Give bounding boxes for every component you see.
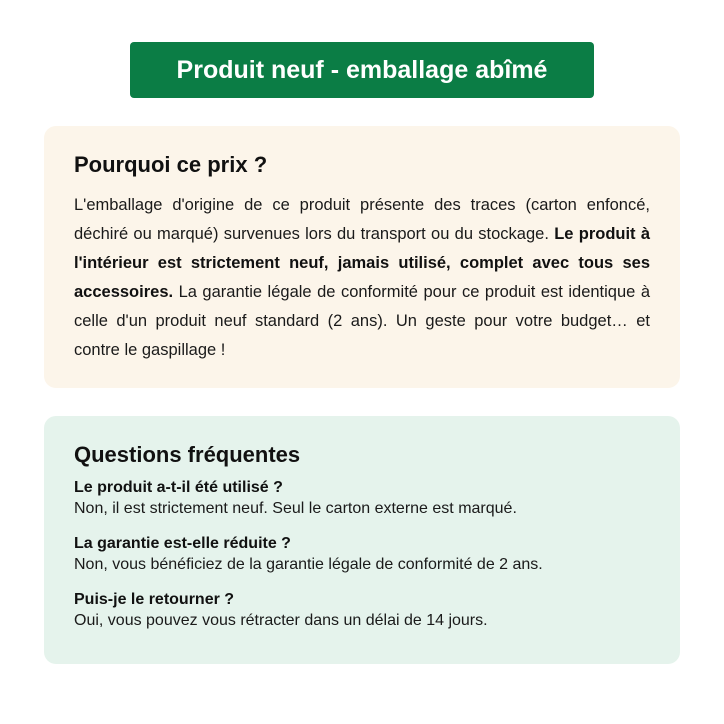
faq-question: Puis-je le retourner ? bbox=[74, 591, 235, 608]
faq-item bbox=[74, 533, 650, 576]
faq-answer: Oui, vous pouvez vous rétracter dans un délai de 14 jours. bbox=[74, 612, 488, 629]
faq-answer: Non, vous bénéficiez de la garantie légale de conformité de 2 ans. bbox=[74, 556, 543, 573]
condition-banner: Produit neuf - emballage abîmé bbox=[130, 42, 594, 98]
faq-item bbox=[74, 589, 650, 632]
explanation-intro: L'emballage d'origine de ce produit présente des traces (carton enfoncé, déchiré ou marqué) survenues lors du transport ou du stockage. bbox=[74, 196, 650, 243]
explanation-warranty: La garantie légale de conformité pour ce produit est identique à celle d'un produit neuf standard (2 ans). Un geste pour votre budget… et contre le gaspillage ! bbox=[74, 283, 650, 359]
faq-question: La garantie est-elle réduite ? bbox=[74, 535, 291, 552]
faq-card bbox=[44, 416, 680, 664]
price-explanation-card bbox=[44, 126, 680, 388]
price-explanation-text bbox=[74, 191, 650, 365]
faq-answer: Non, il est strictement neuf. Seul le carton externe est marqué. bbox=[74, 500, 517, 517]
explanation-emphasis: Le produit à l'intérieur est strictement neuf, jamais utilisé, complet avec tous ses accessoires. bbox=[74, 225, 651, 301]
price-explanation-heading: Pourquoi ce prix ? bbox=[74, 152, 268, 177]
faq-list bbox=[74, 477, 650, 632]
faq-question: Le produit a-t-il été utilisé ? bbox=[74, 479, 283, 496]
faq-item bbox=[74, 477, 650, 520]
faq-heading: Questions fréquentes bbox=[74, 442, 301, 467]
